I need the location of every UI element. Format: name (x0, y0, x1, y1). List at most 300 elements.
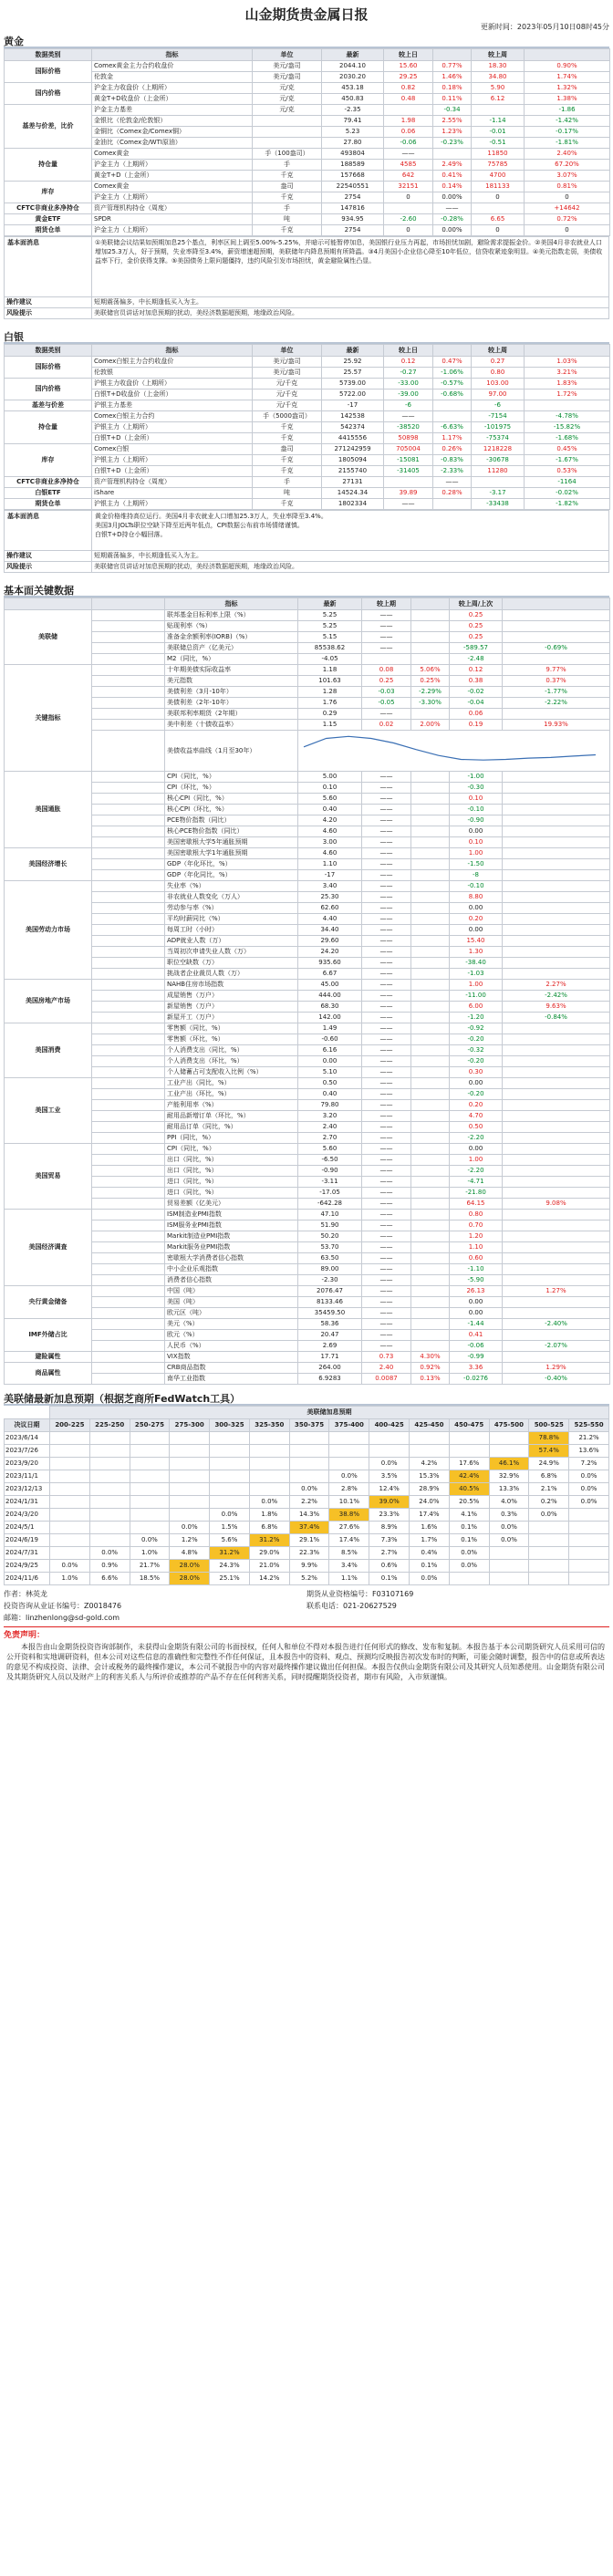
table-cell: 9.77% (503, 665, 610, 676)
table-cell: 5.10 (298, 1067, 362, 1078)
table-cell (92, 815, 165, 826)
table-cell: 4585 (384, 160, 433, 171)
table-cell (411, 1133, 450, 1144)
table-cell: 2.40% (525, 149, 610, 160)
table-cell: 0.30 (450, 1067, 503, 1078)
table-cell: 失业率（%） (165, 881, 298, 892)
table-cell (289, 1458, 329, 1470)
table-cell: 2.2% (289, 1496, 329, 1509)
table-cell: —— (362, 881, 411, 892)
table-row (5, 160, 610, 171)
table-cell: 2044.10 (322, 61, 384, 72)
table-cell (411, 837, 450, 848)
table-cell: -2.20 (450, 1133, 503, 1144)
table-cell (411, 1144, 450, 1155)
table-cell: —— (362, 1286, 411, 1297)
table-row (5, 826, 610, 837)
table-cell: 0.08 (362, 665, 411, 676)
table-cell: 1.15 (298, 720, 362, 731)
column-header: 单位 (253, 49, 322, 61)
table-cell (50, 1522, 90, 1534)
table-cell (210, 1470, 250, 1483)
table-cell: 19.93% (503, 720, 610, 731)
table-cell: 0.25 (450, 632, 503, 643)
table-cell: —— (362, 947, 411, 958)
table-cell (92, 859, 165, 870)
table-cell: 493804 (322, 149, 384, 160)
table-cell: 3.36 (450, 1363, 503, 1374)
table-cell (503, 1264, 610, 1275)
table-cell: 进口（同比，%） (165, 1177, 298, 1188)
table-cell (503, 1089, 610, 1100)
table-row (5, 1144, 610, 1155)
table-row (5, 488, 610, 499)
table-cell: -0.92 (450, 1023, 503, 1034)
gold-advice: 短期震荡偏多，中长期逢低买入为主。 (92, 297, 609, 308)
table-cell (569, 1547, 609, 1560)
table-cell: 元/克 (253, 83, 322, 94)
table-cell: 1.72% (525, 390, 610, 400)
table-cell (92, 632, 165, 643)
table-cell: 0.1% (410, 1560, 450, 1573)
gold-table (4, 48, 610, 236)
table-cell (89, 1496, 130, 1509)
table-cell: 2.00% (411, 720, 450, 731)
table-cell (503, 1330, 610, 1341)
table-cell: 5.15 (298, 632, 362, 643)
table-cell: -1.20 (450, 1013, 503, 1023)
table-cell: 美债利差（3月-10年） (165, 687, 298, 698)
macro-section-title: 基本面关键数据 (4, 584, 609, 597)
table-cell: 期货仓单 (5, 499, 92, 510)
table-cell (449, 1573, 489, 1585)
table-cell: 11280 (472, 466, 525, 477)
table-cell: 金银比（伦敦金/伦敦银） (92, 116, 253, 127)
table-row (5, 477, 610, 488)
table-row (5, 1264, 610, 1275)
table-cell: -1.50 (450, 859, 503, 870)
table-row (5, 225, 610, 236)
table-cell: 基差与价差，比价 (5, 105, 92, 149)
table-cell (50, 1509, 90, 1522)
table-cell (503, 859, 610, 870)
table-cell: 14.3% (289, 1509, 329, 1522)
table-cell: 美国经济调查 (5, 1210, 92, 1286)
table-cell: -0.51 (472, 138, 525, 149)
table-row (5, 731, 610, 772)
table-cell: 47.10 (298, 1210, 362, 1220)
table-cell (329, 1432, 369, 1445)
table-cell (411, 914, 450, 925)
table-cell (92, 980, 165, 991)
table-cell: 28.0% (170, 1560, 210, 1573)
table-cell: 0.00% (433, 192, 472, 203)
column-header (525, 345, 610, 357)
table-cell: -1.44 (450, 1319, 503, 1330)
table-cell (329, 1458, 369, 1470)
table-cell: 0.10 (450, 794, 503, 805)
table-cell: -0.27 (384, 368, 433, 379)
table-cell: -2.33% (433, 466, 472, 477)
table-row (5, 379, 610, 390)
table-cell (92, 610, 165, 621)
table-cell: 职位空缺数（万） (165, 958, 298, 969)
silver-risk-label: 风险提示 (5, 562, 92, 573)
table-row (5, 936, 610, 947)
table-cell: 白银T+D收盘价（上金所） (92, 390, 253, 400)
table-cell: -3.11 (298, 1177, 362, 1188)
table-cell (503, 1177, 610, 1188)
table-cell (92, 1319, 165, 1330)
table-cell (92, 1122, 165, 1133)
table-cell: —— (362, 1275, 411, 1286)
table-cell: 17.71 (298, 1352, 362, 1363)
table-cell: -0.90 (298, 1166, 362, 1177)
table-cell: 期货仓单 (5, 225, 92, 236)
table-cell: 20.5% (449, 1496, 489, 1509)
table-cell: 2023/12/13 (5, 1483, 50, 1496)
table-cell (503, 1078, 610, 1089)
table-cell: 27.6% (329, 1522, 369, 1534)
table-cell: 23.3% (369, 1509, 410, 1522)
table-cell: —— (362, 1034, 411, 1045)
table-cell: 1.98 (384, 116, 433, 127)
table-cell: 4415556 (322, 433, 384, 444)
table-cell: 出口（同比，%） (165, 1166, 298, 1177)
table-cell (210, 1496, 250, 1509)
table-cell (92, 1013, 165, 1023)
table-cell: -75374 (472, 433, 525, 444)
table-cell: 手 (253, 160, 322, 171)
table-cell (410, 1445, 450, 1458)
column-header: 决议日期 (5, 1419, 50, 1432)
table-row (5, 925, 610, 936)
table-cell: 57.4% (529, 1445, 569, 1458)
column-header: 数据类别 (5, 345, 92, 357)
table-cell: -38.40 (450, 958, 503, 969)
table-cell: —— (362, 783, 411, 794)
table-cell (433, 149, 472, 160)
table-cell: -0.10 (450, 881, 503, 892)
table-cell: 271242959 (322, 444, 384, 455)
table-cell: 0.10 (450, 837, 503, 848)
table-cell: 29.1% (289, 1534, 329, 1547)
table-cell: 3.20 (298, 1111, 362, 1122)
table-cell: 5.25 (298, 621, 362, 632)
table-cell: 21.7% (130, 1560, 170, 1573)
table-row (5, 368, 610, 379)
table-row (5, 499, 610, 510)
table-cell (503, 794, 610, 805)
table-cell (92, 1231, 165, 1242)
table-cell (253, 116, 322, 127)
table-row (5, 105, 610, 116)
table-cell: 53.70 (298, 1242, 362, 1253)
table-cell (384, 477, 433, 488)
table-cell (92, 1363, 165, 1374)
table-cell: -15081 (384, 455, 433, 466)
table-cell (92, 1253, 165, 1264)
table-cell: 0.00 (450, 1308, 503, 1319)
table-cell: 耐用品新增订单（环比，%） (165, 1111, 298, 1122)
table-cell (92, 731, 165, 772)
table-cell (89, 1445, 130, 1458)
table-row (5, 1155, 610, 1166)
column-header: 最新 (322, 345, 384, 357)
table-cell (210, 1483, 250, 1496)
table-cell: 0.41 (450, 1330, 503, 1341)
table-cell: 工业产出（同比，%） (165, 1078, 298, 1089)
table-cell (92, 1023, 165, 1034)
table-cell: 0 (525, 225, 610, 236)
table-cell (50, 1534, 90, 1547)
email[interactable]: 邮箱：linzhenlong@sd-gold.com (4, 1614, 120, 1622)
table-row (5, 1341, 610, 1352)
table-cell: 美联邦利率期货（2年期） (165, 709, 298, 720)
table-cell: 资产管理机构持仓（周度） (92, 203, 253, 214)
table-cell: 0.00 (450, 826, 503, 837)
table-cell: 0.50 (298, 1078, 362, 1089)
table-cell: -2.48 (450, 654, 503, 665)
table-cell: 1.03% (525, 357, 610, 368)
table-cell: 29.25 (384, 72, 433, 83)
table-cell: -0.83% (433, 455, 472, 466)
table-cell: 0 (472, 225, 525, 236)
table-cell: 吨 (253, 488, 322, 499)
table-cell: 元/克 (253, 105, 322, 116)
table-cell: —— (362, 1056, 411, 1067)
table-cell: 39.0% (369, 1496, 410, 1509)
table-cell: 工业产出（环比，%） (165, 1089, 298, 1100)
table-cell: 15.40 (450, 936, 503, 947)
table-cell (503, 1275, 610, 1286)
table-cell (92, 1308, 165, 1319)
table-cell: 181133 (472, 182, 525, 192)
table-cell: —— (362, 1199, 411, 1210)
table-cell: 1.49 (298, 1023, 362, 1034)
table-cell: 1218228 (472, 444, 525, 455)
table-cell: 沪金主力（上期所） (92, 225, 253, 236)
table-cell (503, 783, 610, 794)
table-cell (92, 1056, 165, 1067)
table-cell: 2.40 (298, 1122, 362, 1133)
table-row (5, 94, 610, 105)
table-cell: 6.65 (472, 214, 525, 225)
table-cell: -0.02 (450, 687, 503, 698)
table-cell: 0.0% (569, 1483, 609, 1496)
table-cell: 42.4% (449, 1470, 489, 1483)
table-cell (569, 1509, 609, 1522)
table-cell (411, 1210, 450, 1220)
table-cell: 0.0% (369, 1458, 410, 1470)
table-cell: 20.47 (298, 1330, 362, 1341)
table-cell: 避险属性 (5, 1352, 92, 1363)
table-cell: 0.00 (298, 1056, 362, 1067)
table-cell: 4.60 (298, 848, 362, 859)
table-cell: —— (362, 837, 411, 848)
table-cell (529, 1522, 569, 1534)
author: 作者：林英龙 (4, 1590, 47, 1598)
table-row (5, 665, 610, 676)
table-cell (503, 1308, 610, 1319)
silver-news: 黄金价格维持高位运行。美国4月非农就业人口增加25.3万人，失业率降至3.4%。 美国3月JOLTs职位空缺下降至近两年低点，CPI数据公布前市场情绪谨慎。 白银T+D持仓小幅回落。 (92, 511, 609, 551)
table-cell (411, 783, 450, 794)
table-cell (92, 1220, 165, 1231)
table-cell: 0.26% (433, 444, 472, 455)
table-row (5, 958, 610, 969)
table-row (5, 171, 610, 182)
table-cell: -1.81% (525, 138, 610, 149)
table-cell (249, 1458, 289, 1470)
table-cell (503, 1297, 610, 1308)
table-cell: -101975 (472, 422, 525, 433)
table-cell (411, 1199, 450, 1210)
table-cell: SPDR (92, 214, 253, 225)
table-cell: ISM制造业PMI指数 (165, 1210, 298, 1220)
table-cell: 0.0% (329, 1470, 369, 1483)
table-cell: 2754 (322, 225, 384, 236)
table-cell: 142538 (322, 411, 384, 422)
table-row (5, 848, 610, 859)
table-row (5, 1177, 610, 1188)
table-cell: 0.70 (450, 1220, 503, 1231)
table-cell (503, 870, 610, 881)
table-cell: 0.0% (89, 1547, 130, 1560)
table-cell: 2024/9/25 (5, 1560, 50, 1573)
yield-curve-line (304, 736, 596, 760)
table-cell: 2.49% (433, 160, 472, 171)
table-row (5, 72, 610, 83)
table-cell: 5.60 (298, 1144, 362, 1155)
table-cell: 手 (253, 477, 322, 488)
table-cell: -2.22% (503, 698, 610, 709)
table-row (5, 83, 610, 94)
table-cell: 6.8% (249, 1522, 289, 1534)
table-cell: 0.00% (433, 225, 472, 236)
table-row (5, 654, 610, 665)
table-cell: —— (362, 1319, 411, 1330)
table-row (5, 422, 610, 433)
table-row (5, 1078, 610, 1089)
table-cell: 千克 (253, 433, 322, 444)
table-cell (89, 1509, 130, 1522)
table-cell: -0.28% (433, 214, 472, 225)
table-cell: -2.29% (411, 687, 450, 698)
table-cell (569, 1573, 609, 1585)
table-row (5, 455, 610, 466)
table-cell: 沪银主力（上期所） (92, 422, 253, 433)
table-cell: 1805094 (322, 455, 384, 466)
table-cell (569, 1560, 609, 1573)
table-cell (503, 826, 610, 837)
table-cell: 17.6% (449, 1458, 489, 1470)
table-cell (411, 1177, 450, 1188)
table-cell (369, 1445, 410, 1458)
table-cell: —— (362, 1210, 411, 1220)
table-cell (411, 1188, 450, 1199)
table-cell: 0.19 (450, 720, 503, 731)
table-cell: 27131 (322, 477, 384, 488)
table-cell (411, 1264, 450, 1275)
table-cell (92, 1177, 165, 1188)
table-cell (529, 1547, 569, 1560)
table-cell: 1.30 (450, 947, 503, 958)
table-row (5, 698, 610, 709)
table-cell (503, 969, 610, 980)
table-cell: 金铜比（Comex金/Comex铜） (92, 127, 253, 138)
table-cell (92, 709, 165, 720)
table-cell: 0.47% (433, 357, 472, 368)
table-cell: —— (362, 621, 411, 632)
table-cell: 934.95 (322, 214, 384, 225)
table-cell: 12.4% (369, 1483, 410, 1496)
table-cell: 3.5% (369, 1470, 410, 1483)
table-cell: 13.3% (489, 1483, 529, 1496)
table-cell: 美债收益率曲线（1月至30年） (165, 731, 298, 772)
table-cell: 劳动参与率（%） (165, 903, 298, 914)
table-row (5, 610, 610, 621)
table-row (5, 1242, 610, 1253)
table-cell: 8.5% (329, 1547, 369, 1560)
table-cell (50, 1445, 90, 1458)
table-cell (411, 859, 450, 870)
table-cell (503, 1210, 610, 1220)
table-cell (130, 1509, 170, 1522)
table-cell: 0.80 (472, 368, 525, 379)
column-header: 250-275 (130, 1419, 170, 1432)
gold-advice-label: 操作建议 (5, 297, 92, 308)
table-cell: 3.4% (329, 1560, 369, 1573)
silver-risk: 美联储官员讲话对加息预期的扰动，美经济数据超预期，地缘政治风险。 (92, 562, 609, 573)
table-cell: -0.17% (525, 127, 610, 138)
table-cell (411, 1045, 450, 1056)
table-cell: 3.21% (525, 368, 610, 379)
table-cell: —— (362, 925, 411, 936)
table-cell (89, 1534, 130, 1547)
table-row (5, 1330, 610, 1341)
table-cell: 0.11% (433, 94, 472, 105)
column-header (433, 345, 472, 357)
table-cell: -0.02% (525, 488, 610, 499)
table-cell: 0.0% (489, 1522, 529, 1534)
table-cell: 157668 (322, 171, 384, 182)
table-row (5, 676, 610, 687)
table-cell (170, 1496, 210, 1509)
table-cell (170, 1470, 210, 1483)
table-cell (503, 1111, 610, 1122)
table-cell (503, 1045, 610, 1056)
table-cell: 0.77% (433, 61, 472, 72)
table-cell (92, 783, 165, 794)
table-cell: 2.8% (329, 1483, 369, 1496)
table-cell (249, 1432, 289, 1445)
table-row (5, 433, 610, 444)
table-row (5, 859, 610, 870)
table-row (5, 1522, 609, 1534)
table-cell: 89.00 (298, 1264, 362, 1275)
table-cell (411, 1297, 450, 1308)
table-cell (411, 643, 450, 654)
table-cell: 欧元（%） (165, 1330, 298, 1341)
table-cell: 147816 (322, 203, 384, 214)
fed-table (4, 1406, 609, 1585)
table-cell: -2.30 (298, 1275, 362, 1286)
table-cell (92, 1133, 165, 1144)
table-cell (411, 1078, 450, 1089)
table-cell: 0 (384, 192, 433, 203)
table-cell (411, 610, 450, 621)
table-cell: 1.8% (249, 1509, 289, 1522)
